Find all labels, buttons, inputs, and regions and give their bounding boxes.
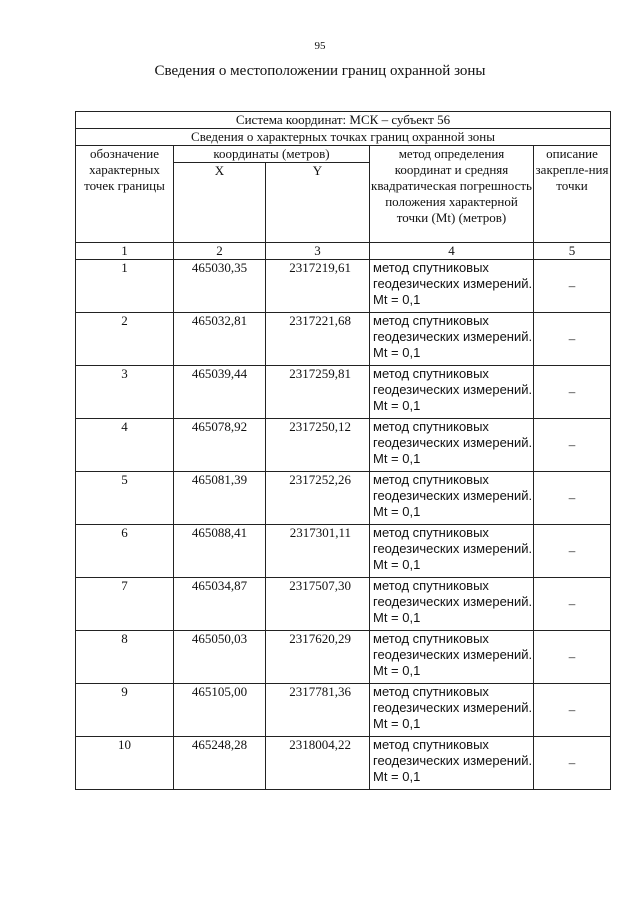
x-coordinate-cell: 465032,81 <box>174 313 266 366</box>
point-cell: 2 <box>76 313 174 366</box>
point-cell: 8 <box>76 631 174 684</box>
point-cell: 5 <box>76 472 174 525</box>
x-coordinate-cell: 465105,00 <box>174 684 266 737</box>
header-point: обозначение характерных точек границы <box>76 146 174 243</box>
point-cell: 3 <box>76 366 174 419</box>
x-coordinate-cell: 465248,28 <box>174 737 266 790</box>
y-coordinate-cell: 2317507,30 <box>266 578 370 631</box>
point-cell: 7 <box>76 578 174 631</box>
column-number: 5 <box>534 243 611 260</box>
method-cell: метод спутниковых геодезических измерений. Mt = 0,1 <box>370 419 534 472</box>
header-description: описание закрепле-ния точки <box>534 146 611 243</box>
document-title: Сведения о местоположении границ охранной зоны <box>154 63 486 79</box>
x-coordinate-cell: 465088,41 <box>174 525 266 578</box>
section-title: Сведения о характерных точках границ охранной зоны <box>76 129 611 146</box>
table-row <box>76 737 611 790</box>
y-coordinate-cell: 2317252,26 <box>266 472 370 525</box>
description-cell: – <box>534 631 611 684</box>
method-cell: метод спутниковых геодезических измерений. Mt = 0,1 <box>370 366 534 419</box>
y-coordinate-cell: 2317221,68 <box>266 313 370 366</box>
y-coordinate-cell: 2317259,81 <box>266 366 370 419</box>
table-row <box>76 472 611 525</box>
y-coordinate-cell: 2318004,22 <box>266 737 370 790</box>
table-row <box>76 525 611 578</box>
column-number: 1 <box>76 243 174 260</box>
coordinates-table <box>75 111 611 790</box>
x-coordinate-cell: 465030,35 <box>174 260 266 313</box>
method-cell: метод спутниковых геодезических измерений. Mt = 0,1 <box>370 525 534 578</box>
column-number: 4 <box>370 243 534 260</box>
y-coordinate-cell: 2317250,12 <box>266 419 370 472</box>
x-coordinate-cell: 465039,44 <box>174 366 266 419</box>
point-cell: 10 <box>76 737 174 790</box>
description-cell: – <box>534 737 611 790</box>
description-cell: – <box>534 578 611 631</box>
x-coordinate-cell: 465081,39 <box>174 472 266 525</box>
table-row <box>76 684 611 737</box>
column-numbers-row <box>76 243 611 260</box>
header-coords: координаты (метров) <box>174 146 370 163</box>
x-coordinate-cell: 465034,87 <box>174 578 266 631</box>
coordinate-system-row <box>76 112 611 129</box>
x-coordinate-cell: 465050,03 <box>174 631 266 684</box>
description-cell: – <box>534 684 611 737</box>
header-y: Y <box>266 163 370 243</box>
table-row <box>76 578 611 631</box>
method-cell: метод спутниковых геодезических измерений. Mt = 0,1 <box>370 684 534 737</box>
table-row <box>76 313 611 366</box>
method-cell: метод спутниковых геодезических измерений. Mt = 0,1 <box>370 578 534 631</box>
point-cell: 6 <box>76 525 174 578</box>
description-cell: – <box>534 472 611 525</box>
y-coordinate-cell: 2317781,36 <box>266 684 370 737</box>
method-cell: метод спутниковых геодезических измерений. Mt = 0,1 <box>370 631 534 684</box>
method-cell: метод спутниковых геодезических измерений. Mt = 0,1 <box>370 737 534 790</box>
header-method: метод определения координат и средняя квадратическая погрешность положения характерной точки (Mt) (метров) <box>370 146 534 243</box>
column-number: 2 <box>174 243 266 260</box>
y-coordinate-cell: 2317620,29 <box>266 631 370 684</box>
description-cell: – <box>534 260 611 313</box>
header-x: X <box>174 163 266 243</box>
point-cell: 4 <box>76 419 174 472</box>
method-cell: метод спутниковых геодезических измерений. Mt = 0,1 <box>370 260 534 313</box>
description-cell: – <box>534 366 611 419</box>
table-row <box>76 260 611 313</box>
description-cell: – <box>534 525 611 578</box>
description-cell: – <box>534 313 611 366</box>
coordinate-system-label: Система координат: МСК – субъект 56 <box>76 112 611 129</box>
header-row-1 <box>76 146 611 163</box>
method-cell: метод спутниковых геодезических измерений. Mt = 0,1 <box>370 472 534 525</box>
y-coordinate-cell: 2317301,11 <box>266 525 370 578</box>
point-cell: 9 <box>76 684 174 737</box>
column-number: 3 <box>266 243 370 260</box>
x-coordinate-cell: 465078,92 <box>174 419 266 472</box>
description-cell: – <box>534 419 611 472</box>
y-coordinate-cell: 2317219,61 <box>266 260 370 313</box>
section-title-row <box>76 129 611 146</box>
table-row <box>76 419 611 472</box>
table-row <box>76 366 611 419</box>
point-cell: 1 <box>76 260 174 313</box>
method-cell: метод спутниковых геодезических измерений. Mt = 0,1 <box>370 313 534 366</box>
page-number: 95 <box>314 40 326 52</box>
table-row <box>76 631 611 684</box>
